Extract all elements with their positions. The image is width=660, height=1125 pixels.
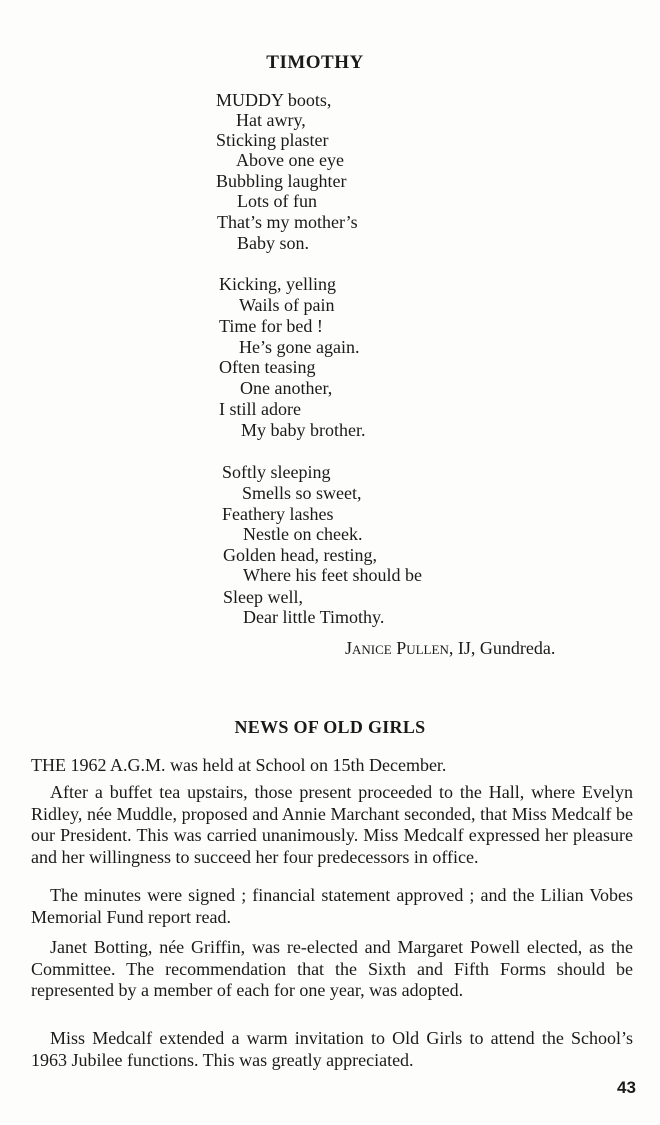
poem-line: Golden head, resting,: [223, 545, 377, 565]
news-paragraph: THE 1962 A.G.M. was held at School on 15th December.: [31, 755, 447, 775]
poem-line: He’s gone again.: [239, 337, 360, 357]
poem-line: Sleep well,: [223, 587, 303, 607]
poem-line: One another,: [240, 378, 333, 398]
poem-line: That’s my mother’s: [217, 212, 358, 232]
poem-line: Feathery lashes: [222, 504, 334, 524]
poem-line: My baby brother.: [241, 420, 366, 440]
poem-title: TIMOTHY: [266, 52, 364, 73]
poem-line: Baby son.: [237, 233, 309, 253]
news-paragraph: After a buffet tea upstairs, those present proceeded to the Hall, where Evelyn Ridley, née Muddle, proposed and Annie Marchant seconded, that Miss Medcalf be our President. This was carried unanimously. Miss Medcalf expressed her pleasure and her willingness to succeed her four predecessors in office.: [31, 782, 633, 867]
poem-line: I still adore: [219, 399, 301, 419]
poem-line: Where his feet should be: [243, 565, 422, 585]
poem-line: Hat awry,: [236, 110, 306, 130]
poem-line: Softly sleeping: [222, 462, 331, 482]
poem-line: Wails of pain: [239, 295, 335, 315]
poem-line: Smells so sweet,: [242, 483, 362, 503]
news-paragraph: The minutes were signed ; financial statement approved ; and the Lilian Vobes Memorial Fund report read.: [31, 885, 633, 927]
poem-line: Sticking plaster: [216, 130, 329, 150]
author-name: Janice Pullen: [345, 638, 449, 658]
poem-line: Bubbling laughter: [216, 171, 347, 191]
news-paragraph: Janet Botting, née Griffin, was re-elected and Margaret Powell elected, as the Committee. The recommendation that the Sixth and Fifth Forms should be represented by a member of each for one year, was adopted.: [31, 937, 633, 1000]
poem-line: Dear little Timothy.: [243, 607, 385, 627]
poem-author: [345, 638, 555, 659]
news-heading: NEWS OF OLD GIRLS: [234, 717, 426, 737]
poem-line: Time for bed !: [219, 316, 323, 336]
poem-line: Lots of fun: [237, 191, 317, 211]
poem-line: MUDDY boots,: [216, 90, 332, 110]
news-paragraph: Miss Medcalf extended a warm invitation to Old Girls to attend the School’s 1963 Jubilee functions. This was greatly appreciated.: [31, 1028, 633, 1070]
poem-line: Nestle on cheek.: [243, 524, 363, 544]
poem-line: Kicking, yelling: [219, 274, 336, 294]
page-number: 43: [617, 1078, 636, 1097]
poem-line: Often teasing: [219, 357, 316, 377]
author-detail: , IJ, Gundreda.: [448, 638, 556, 658]
poem-line: Above one eye: [236, 150, 344, 170]
